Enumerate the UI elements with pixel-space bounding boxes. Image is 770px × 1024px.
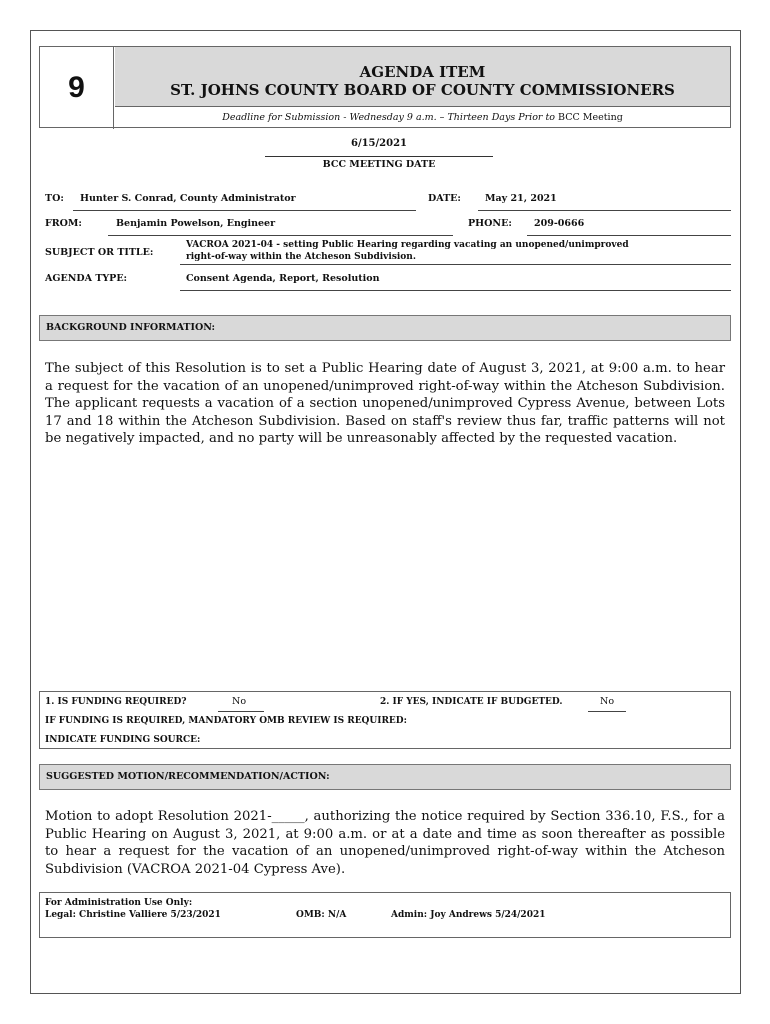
budgeted-label: 2. IF YES, INDICATE IF BUDGETED. <box>380 697 563 707</box>
agenda-type-label: AGENDA TYPE: <box>45 273 128 284</box>
budgeted-value: No <box>600 696 615 707</box>
meeting-date-rule <box>265 156 493 157</box>
date-value: May 21, 2021 <box>485 193 557 204</box>
funding-required-value: No <box>232 696 247 707</box>
bcc-meeting-date: 6/15/2021 <box>350 138 407 149</box>
budgeted-underline <box>588 711 626 712</box>
background-text: The subject of this Resolution is to set a Public Hearing date of August 3, 2021, at 9:00 a.m. to hear a request for the vacation of an unopened/unimproved right-of-way within the Atcheson Subdivision. The applicant requests a vacation of a section unopened/unimproved Cypress Avenue, between Lots 17 and 18 within the Atcheson Subdivision. Based on staff's review thus far, traffic patterns will not be negatively impacted, and no party will be unreasonably affected by the requested vacation. <box>45 361 725 447</box>
agenda-title-line1: AGENDA ITEM <box>359 63 486 81</box>
to-label: TO: <box>45 193 64 204</box>
agenda-title <box>115 47 730 107</box>
submission-deadline <box>115 108 730 128</box>
funding-required-underline <box>218 711 264 712</box>
funding-source-label: INDICATE FUNDING SOURCE: <box>45 735 201 745</box>
legal-review: Legal: Christine Valliere 5/23/2021 <box>45 910 221 920</box>
phone-label: PHONE: <box>468 218 512 229</box>
to-value: Hunter S. Conrad, County Administrator <box>80 193 296 204</box>
from-underline <box>108 235 453 236</box>
motion-text: Motion to adopt Resolution 2021-_____, authorizing the notice required by Section 336.10, F.S., for a Public Hearing on August 3, 2021, at 9:00 a.m. or at a date and time as soon thereafter as possible to hear a request for the vacation of an unopened/unimproved right-of-way within the Atcheson Subdivision (VACROA 2021-04 Cypress Ave). <box>45 809 725 877</box>
agenda-type-value: Consent Agenda, Report, Resolution <box>186 273 380 284</box>
omb-review: OMB: N/A <box>296 910 347 920</box>
phone-value: 209-0666 <box>534 218 585 229</box>
funding-required-label: 1. IS FUNDING REQUIRED? <box>45 697 187 707</box>
deadline-italic: Deadline for Submission - Wednesday 9 a.m. – Thirteen Days Prior to <box>222 112 556 123</box>
date-label: DATE: <box>428 193 461 204</box>
admin-review: Admin: Joy Andrews 5/24/2021 <box>391 910 546 920</box>
agenda-title-line2: ST. JOHNS COUNTY BOARD OF COUNTY COMMISSIONERS <box>170 81 675 99</box>
subject-line1: VACROA 2021-04 - setting Public Hearing regarding vacating an unopened/unimproved <box>186 240 629 250</box>
agenda-header <box>39 46 731 128</box>
bcc-meeting-date-label: BCC MEETING DATE <box>322 159 436 170</box>
from-value: Benjamin Powelson, Engineer <box>116 218 276 229</box>
agenda-item-number-cell <box>40 47 114 129</box>
to-underline <box>73 210 416 211</box>
agenda-item-number: 9 <box>68 71 85 104</box>
subject-underline <box>180 264 731 265</box>
subject-label: SUBJECT OR TITLE: <box>45 247 154 258</box>
admin-heading: For Administration Use Only: <box>45 898 193 908</box>
motion-heading: SUGGESTED MOTION/RECOMMENDATION/ACTION: <box>39 764 731 790</box>
phone-underline <box>527 235 731 236</box>
background-heading: BACKGROUND INFORMATION: <box>39 315 731 341</box>
date-underline <box>478 210 731 211</box>
deadline-plain: BCC Meeting <box>555 112 623 123</box>
agenda-type-underline <box>180 290 731 291</box>
from-label: FROM: <box>45 218 82 229</box>
omb-review-label: IF FUNDING IS REQUIRED, MANDATORY OMB REVIEW IS REQUIRED: <box>45 716 407 726</box>
subject-line2: right-of-way within the Atcheson Subdivision. <box>186 252 416 262</box>
